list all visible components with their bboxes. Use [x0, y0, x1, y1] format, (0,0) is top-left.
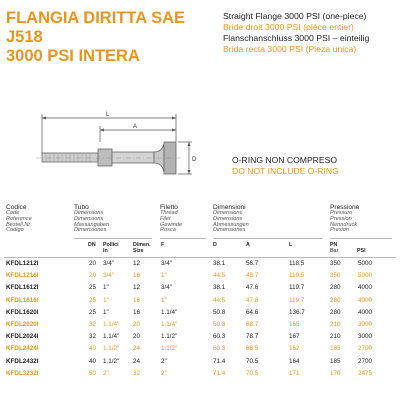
cell-inch: 1.1/4": [103, 333, 120, 341]
hex-collar: [98, 149, 112, 166]
cell-d: 50.8: [213, 321, 226, 328]
cell-d: 60.3: [213, 345, 226, 353]
cell-pn: 210: [330, 321, 341, 328]
cell-f: 3/4": [161, 260, 172, 267]
cell-psi: 3000: [358, 321, 373, 328]
cell-f: 1.1/4": [161, 321, 178, 328]
cell-code: KFDL2424I: [6, 345, 39, 353]
cell-f: 1.1/4": [161, 308, 178, 316]
cell-a: 48.7: [246, 272, 259, 280]
cell-l: 119.7: [289, 284, 305, 292]
divider-tube: [74, 238, 152, 239]
cell-psi: 2700: [358, 345, 373, 353]
table-row: [0, 295, 400, 307]
cell-a: 68.7: [246, 321, 259, 328]
cell-size: 32: [133, 369, 141, 377]
cell-code: KFDL2020I: [6, 321, 39, 328]
table-row: [0, 319, 400, 331]
table-row: [0, 343, 400, 355]
subheader-dn: DN: [88, 242, 96, 248]
cell-pn: 170: [330, 369, 341, 377]
cell-a: 47.8: [246, 296, 259, 304]
cell-l: 164: [289, 357, 300, 365]
subheader-inch: Pollici In: [103, 242, 119, 255]
header-dimensions: Dimensioni Dimensions Dimensions Abmessungen Dimensiones: [213, 204, 249, 234]
cell-a: 70.5: [246, 357, 259, 365]
cell-l: 118.5: [289, 260, 305, 267]
table-row: [0, 282, 400, 294]
header-pressure: Pressione Pressure Pression Nenndruck Presion: [330, 204, 360, 234]
cell-dn: 25: [89, 308, 97, 316]
cell-f: 2": [161, 369, 167, 377]
flange-fitting-drawing: [0, 108, 200, 203]
cell-pn: 185: [330, 357, 341, 365]
table-row: [0, 270, 400, 282]
cell-size: 16: [133, 308, 141, 316]
cell-d: 38.1: [213, 284, 226, 292]
cell-inch: 1": [103, 308, 109, 316]
cell-psi: 3000: [358, 333, 373, 341]
divider-thread: [160, 238, 206, 239]
table-row: [0, 331, 400, 343]
title-line-2: 3000 PSI INTERA: [6, 47, 140, 65]
subheader-pn: PN Bar: [330, 242, 339, 255]
subheader-f: F: [161, 242, 165, 248]
translation-de: Flanschanschluss 3000 PSI – einteilig: [223, 33, 370, 43]
cell-dn: 25: [89, 296, 97, 304]
table-row: [0, 307, 400, 319]
cell-d: 50.8: [213, 308, 226, 316]
cell-code: KFDL1612I: [6, 284, 39, 292]
divider-dimensions: [213, 238, 323, 239]
title-line-1: FLANGIA DIRITTA SAE J518: [6, 9, 186, 46]
cell-l: 162: [289, 345, 300, 353]
cell-pn: 280: [330, 308, 341, 316]
cell-f: 3/4": [161, 284, 172, 292]
cell-a: 47.6: [246, 284, 259, 292]
table-row: [0, 368, 400, 380]
divider-pressure: [330, 238, 392, 239]
header-tube: Tubo Dimensions Dimensions Massangaben Dimensiones: [74, 204, 110, 234]
cell-dn: 40: [89, 345, 97, 353]
cell-l: 165: [289, 321, 300, 328]
oring-note-en: DO NOT INCLUDE O-RING: [232, 166, 339, 176]
cell-size: 16: [133, 272, 141, 280]
cell-f: 1.1/2": [161, 345, 178, 353]
cell-psi: 2475: [358, 369, 373, 377]
cell-f: 1": [161, 296, 167, 304]
cell-code: KFDL1616I: [6, 296, 39, 304]
cell-dn: 40: [89, 357, 97, 365]
cell-pn: 280: [330, 296, 341, 304]
cell-size: 12: [133, 284, 141, 292]
translation-en: Straight Flange 3000 PSI (one-piece): [223, 11, 367, 21]
cell-inch: 3/4": [103, 260, 114, 267]
cell-psi: 4000: [358, 284, 373, 292]
translation-fr: Bride droit 3000 PSI (pièce entier): [223, 22, 354, 32]
cell-psi: 4000: [358, 308, 373, 316]
cell-code: KFDL1620I: [6, 308, 39, 316]
cell-l: 167: [289, 333, 300, 341]
cell-code: KFDL2024I: [6, 333, 39, 341]
cell-inch: 1": [103, 284, 109, 292]
cell-size: 16: [133, 296, 141, 304]
cell-pn: 185: [330, 345, 341, 353]
subheader-size: Dimen. Size: [133, 242, 151, 255]
cell-pn: 350: [330, 272, 341, 280]
cell-dn: 32: [89, 321, 97, 328]
cell-pn: 350: [330, 260, 341, 267]
subheader-a: A: [246, 242, 250, 248]
cell-inch: 1.1/2": [103, 357, 120, 365]
cell-inch: 3/4": [103, 272, 114, 280]
cell-l: 119.5: [289, 272, 305, 280]
cell-psi: 5000: [358, 260, 373, 267]
cell-pn: 280: [330, 284, 341, 292]
translation-es: Brida recta 3000 PSI (Pieza unica): [223, 44, 357, 54]
cell-code: KFDL1212I: [6, 260, 39, 267]
cell-a: 70.5: [246, 369, 259, 377]
cell-l: 136.7: [289, 308, 305, 316]
header-thread: Filetto Thread Filet Gewinde Rosca: [160, 204, 183, 234]
cell-d: 71.4: [213, 369, 226, 377]
cell-size: 24: [133, 345, 141, 353]
cell-dn: 20: [89, 260, 97, 267]
table-row: [0, 356, 400, 368]
subheader-d: D: [213, 242, 217, 248]
cell-psi: 4000: [358, 296, 373, 304]
cell-size: 24: [133, 357, 141, 365]
cell-dn: 32: [89, 333, 97, 341]
cell-a: 68.5: [246, 345, 259, 353]
cell-dn: 50: [89, 369, 97, 377]
cell-inch: 1.1/4": [103, 321, 120, 328]
cell-a: 78.7: [246, 333, 259, 341]
cell-pn: 210: [330, 333, 341, 341]
cell-f: 1.1/2": [161, 333, 178, 341]
cell-psi: 2700: [358, 357, 373, 365]
cell-code: KFDL1216I: [6, 272, 39, 280]
cell-size: 12: [133, 260, 141, 267]
cell-d: 44.5: [213, 272, 226, 280]
cell-code: KFDL2432I: [6, 357, 39, 365]
cell-inch: 2": [103, 369, 109, 377]
cell-inch: 1.1/2": [103, 345, 120, 353]
cell-a: 56.7: [246, 260, 259, 267]
label-l: L: [106, 112, 110, 118]
cell-size: 20: [133, 321, 141, 328]
cell-d: 38.1: [213, 260, 226, 267]
label-d: D: [192, 157, 197, 163]
cell-l: 171: [289, 369, 300, 377]
oring-note: [232, 155, 339, 177]
cell-d: 60.3: [213, 333, 226, 341]
cell-d: 44.5: [213, 296, 226, 304]
cell-dn: 20: [89, 272, 97, 280]
cell-size: 20: [133, 333, 141, 341]
header-code: Codice Code Reference Bestell.Nr Codigo: [6, 204, 32, 234]
table-row: [0, 258, 400, 270]
cell-f: 2": [161, 357, 167, 365]
cell-psi: 5000: [358, 272, 373, 280]
cell-code: KFDL3232I: [6, 369, 39, 377]
cell-l: 119.7: [289, 296, 305, 304]
cell-f: 1": [161, 272, 167, 280]
cell-d: 71.4: [213, 357, 226, 365]
title-translations: [223, 11, 398, 55]
subheader-psi: PSI: [357, 248, 366, 254]
cell-inch: 1": [103, 296, 109, 304]
page-title: [6, 9, 216, 66]
label-a: A: [133, 124, 138, 130]
subheader-l: L: [289, 242, 293, 248]
oring-note-it: O-RING NON COMPRESO: [232, 155, 338, 165]
fitting-neck: [112, 152, 154, 163]
cell-dn: 25: [89, 284, 97, 292]
cell-a: 64.6: [246, 308, 259, 316]
